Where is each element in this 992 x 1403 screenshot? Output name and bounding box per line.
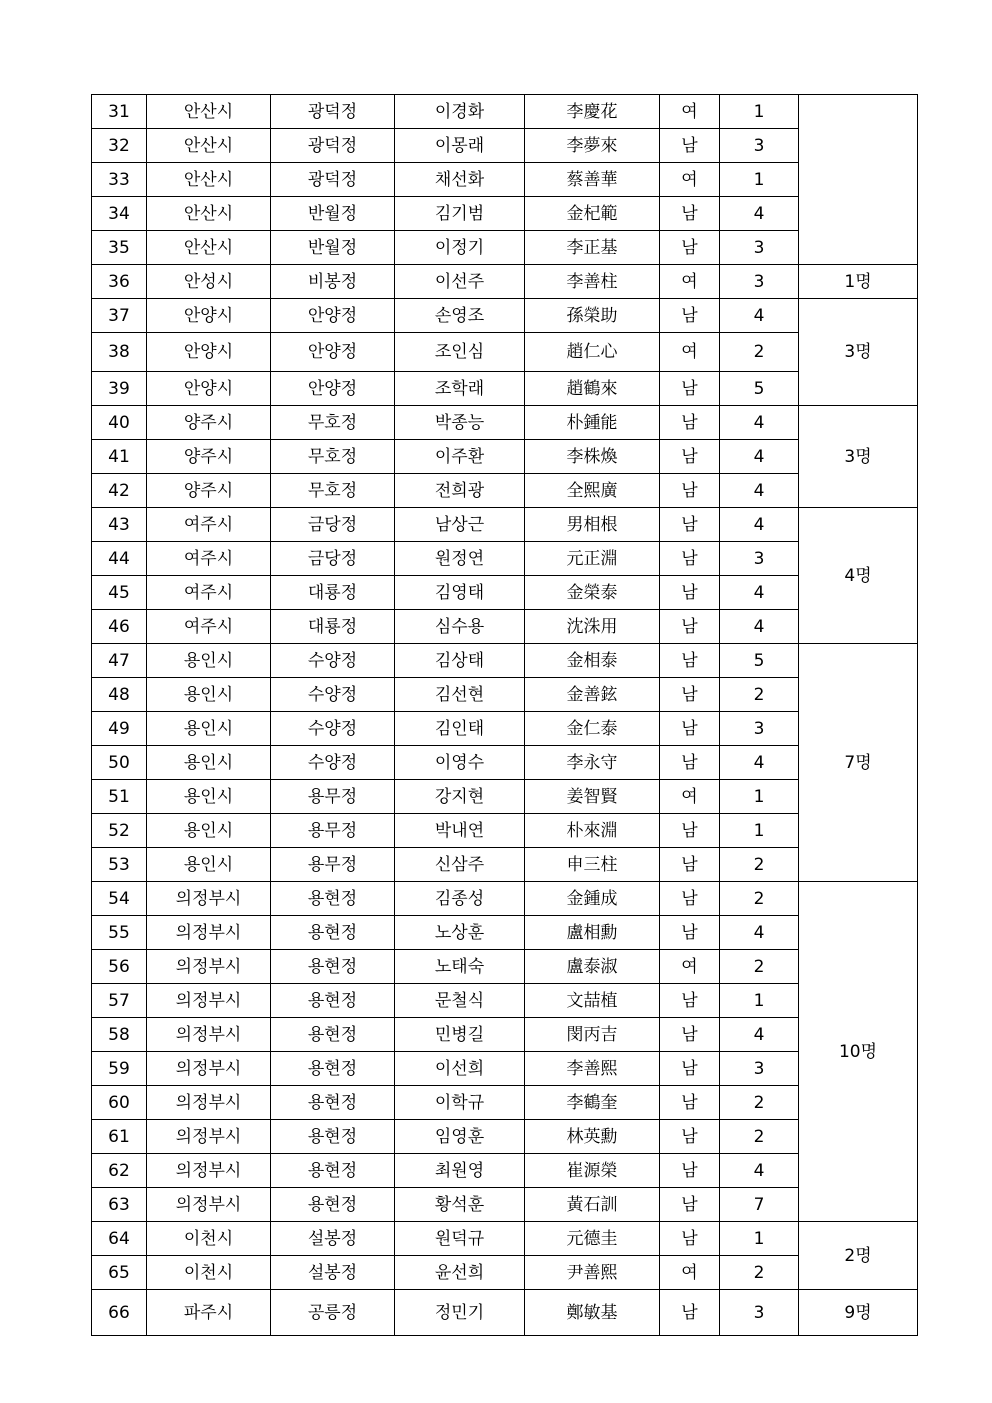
city-cell: 용인시 bbox=[147, 746, 271, 780]
hanja-name-cell: 金榮泰 bbox=[525, 576, 660, 610]
hanja-name-cell: 林英勳 bbox=[525, 1120, 660, 1154]
grade-cell: 4 bbox=[720, 197, 799, 231]
sex-cell: 여 bbox=[660, 95, 720, 129]
team-cell: 용무정 bbox=[271, 848, 395, 882]
row-number: 34 bbox=[92, 197, 147, 231]
sex-cell: 남 bbox=[660, 916, 720, 950]
grade-cell: 2 bbox=[720, 882, 799, 916]
hanja-name-cell: 朴鍾能 bbox=[525, 406, 660, 440]
hanja-name-cell: 閔丙吉 bbox=[525, 1018, 660, 1052]
sex-cell: 남 bbox=[660, 644, 720, 678]
city-cell: 안산시 bbox=[147, 129, 271, 163]
hanja-name-cell: 李善熙 bbox=[525, 1052, 660, 1086]
grade-cell: 2 bbox=[720, 1256, 799, 1290]
hanja-name-cell: 盧相勳 bbox=[525, 916, 660, 950]
sex-cell: 여 bbox=[660, 265, 720, 299]
name-cell: 남상근 bbox=[395, 508, 525, 542]
city-cell: 여주시 bbox=[147, 542, 271, 576]
sex-cell: 남 bbox=[660, 508, 720, 542]
row-number: 56 bbox=[92, 950, 147, 984]
row-number: 33 bbox=[92, 163, 147, 197]
sex-cell: 남 bbox=[660, 129, 720, 163]
team-cell: 공릉정 bbox=[271, 1290, 395, 1336]
table-row bbox=[92, 372, 918, 406]
sex-cell: 남 bbox=[660, 1052, 720, 1086]
grade-cell: 3 bbox=[720, 1052, 799, 1086]
name-cell: 김종성 bbox=[395, 882, 525, 916]
name-cell: 이선희 bbox=[395, 1052, 525, 1086]
team-cell: 설봉정 bbox=[271, 1222, 395, 1256]
city-cell: 용인시 bbox=[147, 814, 271, 848]
name-cell: 박내연 bbox=[395, 814, 525, 848]
city-cell: 의정부시 bbox=[147, 950, 271, 984]
team-cell: 용무정 bbox=[271, 780, 395, 814]
sex-cell: 남 bbox=[660, 1154, 720, 1188]
sex-cell: 남 bbox=[660, 814, 720, 848]
table-row bbox=[92, 576, 918, 610]
grade-cell: 4 bbox=[720, 916, 799, 950]
team-cell: 용현정 bbox=[271, 1120, 395, 1154]
team-cell: 안양정 bbox=[271, 299, 395, 333]
row-number: 59 bbox=[92, 1052, 147, 1086]
sex-cell: 남 bbox=[660, 882, 720, 916]
table-row bbox=[92, 1290, 918, 1336]
group-count-cell: 7명 bbox=[799, 644, 918, 882]
city-cell: 여주시 bbox=[147, 610, 271, 644]
name-cell: 김기범 bbox=[395, 197, 525, 231]
table-row bbox=[92, 542, 918, 576]
row-number: 47 bbox=[92, 644, 147, 678]
city-cell: 용인시 bbox=[147, 848, 271, 882]
name-cell: 정민기 bbox=[395, 1290, 525, 1336]
name-cell: 황석훈 bbox=[395, 1188, 525, 1222]
name-cell: 이정기 bbox=[395, 231, 525, 265]
name-cell: 노태숙 bbox=[395, 950, 525, 984]
name-cell: 윤선희 bbox=[395, 1256, 525, 1290]
sex-cell: 남 bbox=[660, 712, 720, 746]
group-count-cell: 1명 bbox=[799, 265, 918, 299]
hanja-name-cell: 趙仁心 bbox=[525, 333, 660, 372]
sex-cell: 여 bbox=[660, 950, 720, 984]
grade-cell: 3 bbox=[720, 542, 799, 576]
row-number: 42 bbox=[92, 474, 147, 508]
city-cell: 여주시 bbox=[147, 576, 271, 610]
name-cell: 원덕규 bbox=[395, 1222, 525, 1256]
name-cell: 김상태 bbox=[395, 644, 525, 678]
name-cell: 이몽래 bbox=[395, 129, 525, 163]
city-cell: 안산시 bbox=[147, 197, 271, 231]
name-cell: 이학규 bbox=[395, 1086, 525, 1120]
table-row bbox=[92, 848, 918, 882]
row-number: 51 bbox=[92, 780, 147, 814]
table-row bbox=[92, 197, 918, 231]
team-cell: 용현정 bbox=[271, 1086, 395, 1120]
grade-cell: 4 bbox=[720, 576, 799, 610]
grade-cell: 5 bbox=[720, 372, 799, 406]
name-cell: 전희광 bbox=[395, 474, 525, 508]
grade-cell: 3 bbox=[720, 265, 799, 299]
hanja-name-cell: 朴來淵 bbox=[525, 814, 660, 848]
grade-cell: 2 bbox=[720, 333, 799, 372]
table-row bbox=[92, 1018, 918, 1052]
grade-cell: 2 bbox=[720, 950, 799, 984]
table-row bbox=[92, 1086, 918, 1120]
city-cell: 안산시 bbox=[147, 163, 271, 197]
team-cell: 용현정 bbox=[271, 1018, 395, 1052]
name-cell: 조인심 bbox=[395, 333, 525, 372]
city-cell: 이천시 bbox=[147, 1256, 271, 1290]
hanja-name-cell: 孫榮助 bbox=[525, 299, 660, 333]
grade-cell: 1 bbox=[720, 780, 799, 814]
row-number: 38 bbox=[92, 333, 147, 372]
city-cell: 용인시 bbox=[147, 678, 271, 712]
team-cell: 용현정 bbox=[271, 1154, 395, 1188]
name-cell: 채선화 bbox=[395, 163, 525, 197]
hanja-name-cell: 李永守 bbox=[525, 746, 660, 780]
name-cell: 손영조 bbox=[395, 299, 525, 333]
grade-cell: 4 bbox=[720, 610, 799, 644]
table-row bbox=[92, 1188, 918, 1222]
hanja-name-cell: 盧泰淑 bbox=[525, 950, 660, 984]
hanja-name-cell: 趙鶴來 bbox=[525, 372, 660, 406]
grade-cell: 4 bbox=[720, 406, 799, 440]
row-number: 41 bbox=[92, 440, 147, 474]
row-number: 66 bbox=[92, 1290, 147, 1336]
hanja-name-cell: 男相根 bbox=[525, 508, 660, 542]
city-cell: 의정부시 bbox=[147, 916, 271, 950]
row-number: 48 bbox=[92, 678, 147, 712]
sex-cell: 남 bbox=[660, 576, 720, 610]
city-cell: 의정부시 bbox=[147, 1018, 271, 1052]
row-number: 53 bbox=[92, 848, 147, 882]
group-count-cell bbox=[799, 95, 918, 265]
grade-cell: 1 bbox=[720, 95, 799, 129]
sex-cell: 남 bbox=[660, 1290, 720, 1336]
hanja-name-cell: 李善柱 bbox=[525, 265, 660, 299]
row-number: 43 bbox=[92, 508, 147, 542]
hanja-name-cell: 金相泰 bbox=[525, 644, 660, 678]
grade-cell: 4 bbox=[720, 746, 799, 780]
hanja-name-cell: 李慶花 bbox=[525, 95, 660, 129]
row-number: 32 bbox=[92, 129, 147, 163]
table-row bbox=[92, 712, 918, 746]
hanja-name-cell: 金鍾成 bbox=[525, 882, 660, 916]
city-cell: 용인시 bbox=[147, 780, 271, 814]
name-cell: 최원영 bbox=[395, 1154, 525, 1188]
sex-cell: 남 bbox=[660, 610, 720, 644]
city-cell: 의정부시 bbox=[147, 1086, 271, 1120]
row-number: 61 bbox=[92, 1120, 147, 1154]
team-cell: 용현정 bbox=[271, 882, 395, 916]
team-cell: 광덕정 bbox=[271, 95, 395, 129]
team-cell: 수양정 bbox=[271, 746, 395, 780]
grade-cell: 4 bbox=[720, 440, 799, 474]
city-cell: 여주시 bbox=[147, 508, 271, 542]
participant-table bbox=[91, 94, 918, 1336]
hanja-name-cell: 李鶴奎 bbox=[525, 1086, 660, 1120]
grade-cell: 4 bbox=[720, 299, 799, 333]
grade-cell: 2 bbox=[720, 1120, 799, 1154]
hanja-name-cell: 李正基 bbox=[525, 231, 660, 265]
row-number: 45 bbox=[92, 576, 147, 610]
grade-cell: 1 bbox=[720, 163, 799, 197]
grade-cell: 2 bbox=[720, 848, 799, 882]
hanja-name-cell: 金善鉉 bbox=[525, 678, 660, 712]
grade-cell: 2 bbox=[720, 1086, 799, 1120]
grade-cell: 1 bbox=[720, 814, 799, 848]
name-cell: 문철식 bbox=[395, 984, 525, 1018]
hanja-name-cell: 李株煥 bbox=[525, 440, 660, 474]
table-row bbox=[92, 678, 918, 712]
team-cell: 광덕정 bbox=[271, 129, 395, 163]
name-cell: 심수용 bbox=[395, 610, 525, 644]
table-row bbox=[92, 440, 918, 474]
table-row bbox=[92, 231, 918, 265]
row-number: 63 bbox=[92, 1188, 147, 1222]
city-cell: 용인시 bbox=[147, 712, 271, 746]
row-number: 31 bbox=[92, 95, 147, 129]
table-row bbox=[92, 1120, 918, 1154]
hanja-name-cell: 申三柱 bbox=[525, 848, 660, 882]
group-count-cell: 9명 bbox=[799, 1290, 918, 1336]
grade-cell: 1 bbox=[720, 984, 799, 1018]
sex-cell: 남 bbox=[660, 1188, 720, 1222]
team-cell: 대룡정 bbox=[271, 610, 395, 644]
group-count-cell: 2명 bbox=[799, 1222, 918, 1290]
hanja-name-cell: 元德圭 bbox=[525, 1222, 660, 1256]
city-cell: 안양시 bbox=[147, 372, 271, 406]
sex-cell: 남 bbox=[660, 678, 720, 712]
grade-cell: 4 bbox=[720, 1018, 799, 1052]
row-number: 40 bbox=[92, 406, 147, 440]
name-cell: 원정연 bbox=[395, 542, 525, 576]
sex-cell: 남 bbox=[660, 197, 720, 231]
team-cell: 안양정 bbox=[271, 372, 395, 406]
row-number: 60 bbox=[92, 1086, 147, 1120]
row-number: 37 bbox=[92, 299, 147, 333]
grade-cell: 7 bbox=[720, 1188, 799, 1222]
city-cell: 양주시 bbox=[147, 474, 271, 508]
team-cell: 용현정 bbox=[271, 984, 395, 1018]
name-cell: 이경화 bbox=[395, 95, 525, 129]
hanja-name-cell: 尹善熙 bbox=[525, 1256, 660, 1290]
sex-cell: 남 bbox=[660, 440, 720, 474]
grade-cell: 3 bbox=[720, 129, 799, 163]
sex-cell: 남 bbox=[660, 746, 720, 780]
hanja-name-cell: 金仁泰 bbox=[525, 712, 660, 746]
row-number: 44 bbox=[92, 542, 147, 576]
sex-cell: 남 bbox=[660, 848, 720, 882]
city-cell: 양주시 bbox=[147, 406, 271, 440]
grade-cell: 3 bbox=[720, 1290, 799, 1336]
table-row bbox=[92, 265, 918, 299]
city-cell: 용인시 bbox=[147, 644, 271, 678]
team-cell: 수양정 bbox=[271, 644, 395, 678]
city-cell: 파주시 bbox=[147, 1290, 271, 1336]
team-cell: 대룡정 bbox=[271, 576, 395, 610]
hanja-name-cell: 全熙廣 bbox=[525, 474, 660, 508]
sex-cell: 남 bbox=[660, 1222, 720, 1256]
team-cell: 용현정 bbox=[271, 916, 395, 950]
grade-cell: 4 bbox=[720, 508, 799, 542]
name-cell: 신삼주 bbox=[395, 848, 525, 882]
city-cell: 안산시 bbox=[147, 231, 271, 265]
row-number: 49 bbox=[92, 712, 147, 746]
team-cell: 광덕정 bbox=[271, 163, 395, 197]
table-row bbox=[92, 1154, 918, 1188]
team-cell: 용현정 bbox=[271, 950, 395, 984]
team-cell: 금당정 bbox=[271, 542, 395, 576]
hanja-name-cell: 蔡善華 bbox=[525, 163, 660, 197]
hanja-name-cell: 姜智賢 bbox=[525, 780, 660, 814]
city-cell: 이천시 bbox=[147, 1222, 271, 1256]
team-cell: 용무정 bbox=[271, 814, 395, 848]
row-number: 65 bbox=[92, 1256, 147, 1290]
city-cell: 의정부시 bbox=[147, 882, 271, 916]
sex-cell: 남 bbox=[660, 299, 720, 333]
table-row bbox=[92, 882, 918, 916]
sex-cell: 남 bbox=[660, 542, 720, 576]
team-cell: 반월정 bbox=[271, 197, 395, 231]
sex-cell: 여 bbox=[660, 1256, 720, 1290]
row-number: 64 bbox=[92, 1222, 147, 1256]
name-cell: 김인태 bbox=[395, 712, 525, 746]
city-cell: 의정부시 bbox=[147, 1188, 271, 1222]
team-cell: 금당정 bbox=[271, 508, 395, 542]
sex-cell: 남 bbox=[660, 984, 720, 1018]
sex-cell: 여 bbox=[660, 780, 720, 814]
city-cell: 의정부시 bbox=[147, 1052, 271, 1086]
team-cell: 설봉정 bbox=[271, 1256, 395, 1290]
table-row bbox=[92, 984, 918, 1018]
table-row bbox=[92, 1256, 918, 1290]
table-row bbox=[92, 163, 918, 197]
team-cell: 안양정 bbox=[271, 333, 395, 372]
city-cell: 의정부시 bbox=[147, 1154, 271, 1188]
table-row bbox=[92, 129, 918, 163]
row-number: 50 bbox=[92, 746, 147, 780]
team-cell: 무호정 bbox=[271, 474, 395, 508]
name-cell: 민병길 bbox=[395, 1018, 525, 1052]
group-count-cell: 4명 bbox=[799, 508, 918, 644]
table-row bbox=[92, 508, 918, 542]
name-cell: 노상훈 bbox=[395, 916, 525, 950]
sex-cell: 여 bbox=[660, 163, 720, 197]
group-count-cell: 3명 bbox=[799, 406, 918, 508]
name-cell: 김선현 bbox=[395, 678, 525, 712]
hanja-name-cell: 鄭敏基 bbox=[525, 1290, 660, 1336]
row-number: 58 bbox=[92, 1018, 147, 1052]
name-cell: 강지현 bbox=[395, 780, 525, 814]
sex-cell: 남 bbox=[660, 231, 720, 265]
sex-cell: 남 bbox=[660, 406, 720, 440]
group-count-cell: 10명 bbox=[799, 882, 918, 1222]
city-cell: 안성시 bbox=[147, 265, 271, 299]
team-cell: 수양정 bbox=[271, 712, 395, 746]
hanja-name-cell: 崔源榮 bbox=[525, 1154, 660, 1188]
team-cell: 용현정 bbox=[271, 1052, 395, 1086]
hanja-name-cell: 金杞範 bbox=[525, 197, 660, 231]
city-cell: 안양시 bbox=[147, 333, 271, 372]
team-cell: 무호정 bbox=[271, 406, 395, 440]
name-cell: 이주환 bbox=[395, 440, 525, 474]
hanja-name-cell: 黃石訓 bbox=[525, 1188, 660, 1222]
row-number: 57 bbox=[92, 984, 147, 1018]
hanja-name-cell: 文喆植 bbox=[525, 984, 660, 1018]
name-cell: 이선주 bbox=[395, 265, 525, 299]
sex-cell: 남 bbox=[660, 1018, 720, 1052]
name-cell: 조학래 bbox=[395, 372, 525, 406]
hanja-name-cell: 元正淵 bbox=[525, 542, 660, 576]
city-cell: 안양시 bbox=[147, 299, 271, 333]
sex-cell: 남 bbox=[660, 1086, 720, 1120]
row-number: 36 bbox=[92, 265, 147, 299]
sex-cell: 남 bbox=[660, 1120, 720, 1154]
team-cell: 무호정 bbox=[271, 440, 395, 474]
hanja-name-cell: 李夢來 bbox=[525, 129, 660, 163]
group-count-cell: 3명 bbox=[799, 299, 918, 406]
row-number: 35 bbox=[92, 231, 147, 265]
row-number: 39 bbox=[92, 372, 147, 406]
grade-cell: 3 bbox=[720, 231, 799, 265]
table-row bbox=[92, 814, 918, 848]
grade-cell: 1 bbox=[720, 1222, 799, 1256]
sex-cell: 여 bbox=[660, 333, 720, 372]
city-cell: 의정부시 bbox=[147, 984, 271, 1018]
grade-cell: 3 bbox=[720, 712, 799, 746]
table-row bbox=[92, 299, 918, 333]
grade-cell: 4 bbox=[720, 474, 799, 508]
table-row bbox=[92, 950, 918, 984]
table-row bbox=[92, 644, 918, 678]
row-number: 46 bbox=[92, 610, 147, 644]
hanja-name-cell: 沈洙用 bbox=[525, 610, 660, 644]
table-row bbox=[92, 1052, 918, 1086]
table-row bbox=[92, 333, 918, 372]
table-row bbox=[92, 610, 918, 644]
row-number: 52 bbox=[92, 814, 147, 848]
table-row bbox=[92, 95, 918, 129]
grade-cell: 4 bbox=[720, 1154, 799, 1188]
row-number: 54 bbox=[92, 882, 147, 916]
team-cell: 반월정 bbox=[271, 231, 395, 265]
city-cell: 의정부시 bbox=[147, 1120, 271, 1154]
table-row bbox=[92, 916, 918, 950]
grade-cell: 2 bbox=[720, 678, 799, 712]
grade-cell: 5 bbox=[720, 644, 799, 678]
table-row bbox=[92, 406, 918, 440]
team-cell: 용현정 bbox=[271, 1188, 395, 1222]
name-cell: 이영수 bbox=[395, 746, 525, 780]
name-cell: 박종능 bbox=[395, 406, 525, 440]
sex-cell: 남 bbox=[660, 474, 720, 508]
name-cell: 임영훈 bbox=[395, 1120, 525, 1154]
name-cell: 김영태 bbox=[395, 576, 525, 610]
team-cell: 수양정 bbox=[271, 678, 395, 712]
table-row bbox=[92, 780, 918, 814]
row-number: 62 bbox=[92, 1154, 147, 1188]
table-row bbox=[92, 474, 918, 508]
table-row bbox=[92, 1222, 918, 1256]
sex-cell: 남 bbox=[660, 372, 720, 406]
city-cell: 안산시 bbox=[147, 95, 271, 129]
team-cell: 비봉정 bbox=[271, 265, 395, 299]
city-cell: 양주시 bbox=[147, 440, 271, 474]
table-row bbox=[92, 746, 918, 780]
row-number: 55 bbox=[92, 916, 147, 950]
